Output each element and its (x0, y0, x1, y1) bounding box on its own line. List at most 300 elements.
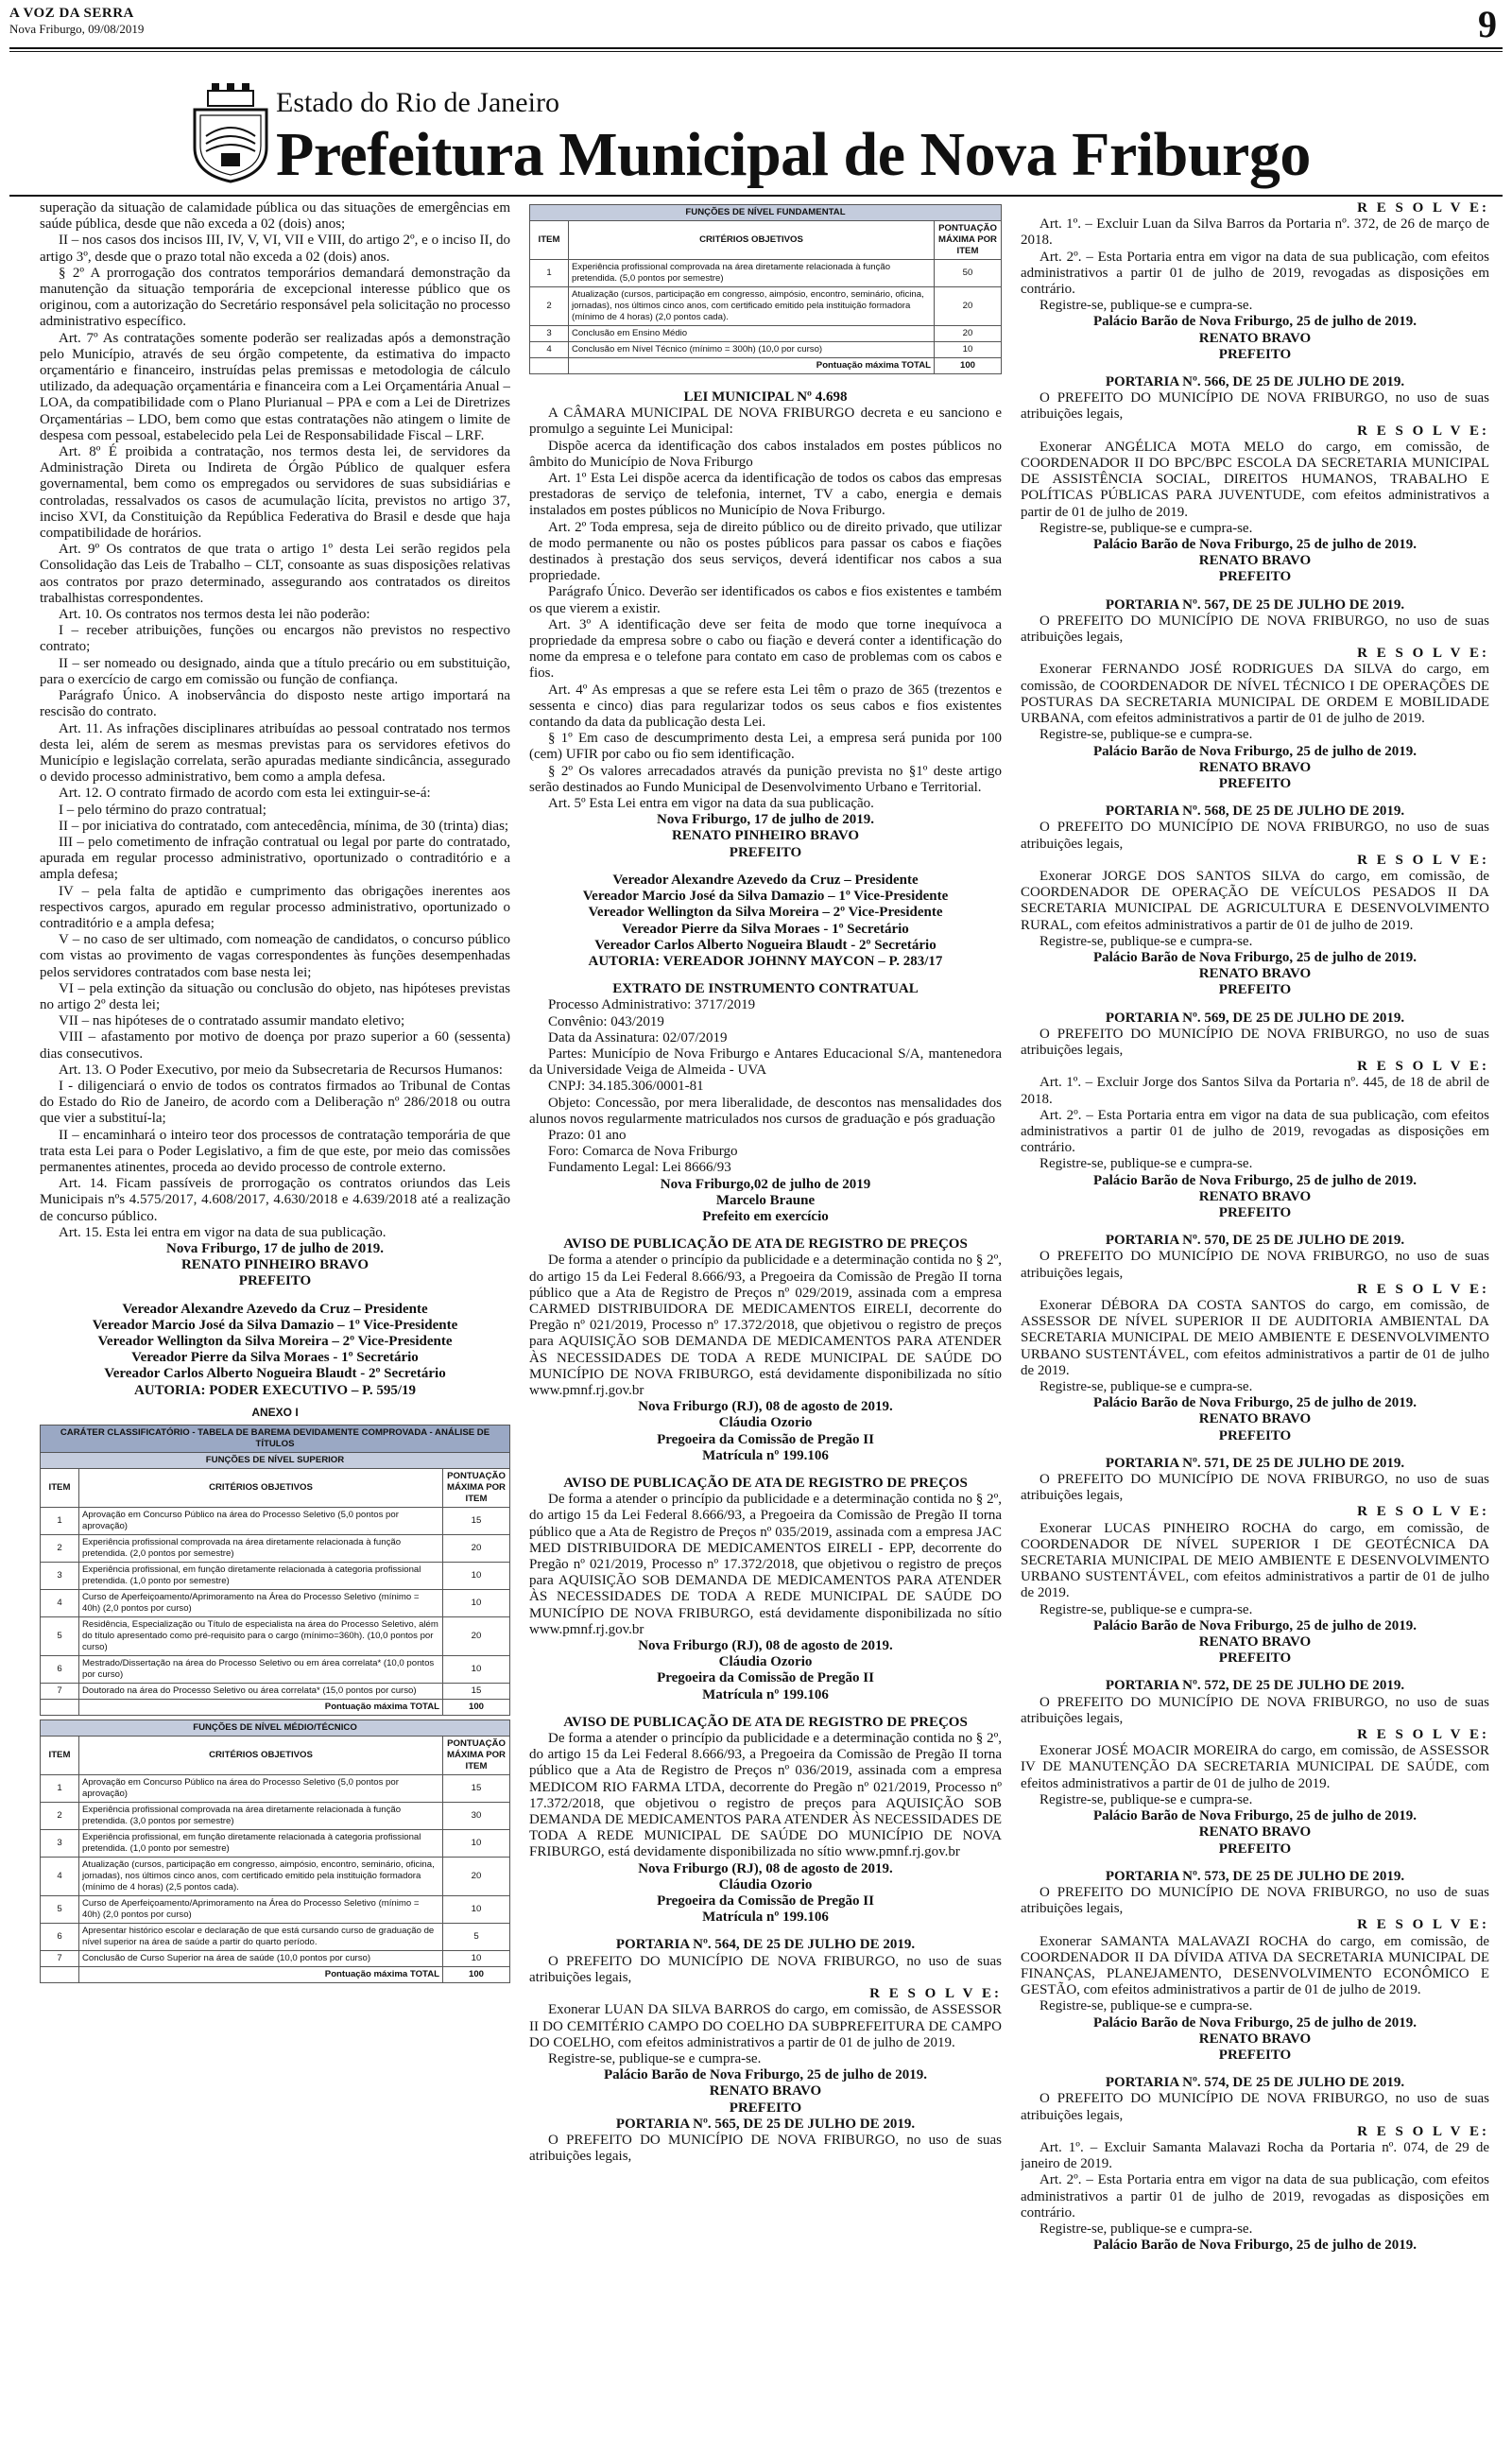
heading-line: PREFEITO (1218, 346, 1292, 362)
heading-line: AUTORIA: PODER EXECUTIVO – P. 595/19 (133, 1382, 417, 1398)
points-value: 20 (443, 1535, 510, 1563)
paragraph: VIII – afastamento por motivo de doença por prazo superior a 60 (sessenta) dias consecutivos. (40, 1029, 510, 1062)
paragraph: Parágrafo Único. Deverão ser identificados os cabos e fios existentes e também os que vierem a existir. (529, 584, 1002, 616)
newspaper-name: A VOZ DA SERRA (9, 6, 134, 21)
heading-line: PORTARIA Nº. 570, DE 25 DE JULHO DE 2019. (1105, 1233, 1405, 1249)
spacer (1021, 999, 1489, 1011)
paragraph: Convênio: 043/2019 (548, 1013, 664, 1029)
page-number: 9 (1478, 3, 1497, 45)
heading-line: Palácio Barão de Nova Friburgo, 25 de julho de 2019. (1092, 1172, 1418, 1188)
paragraph: Registre-se, publique-se e cumpra-se. (548, 2050, 762, 2066)
paragraph: CNPJ: 34.185.306/0001-81 (548, 1079, 704, 1095)
paragraph: Art. 1º. – Excluir Jorge dos Santos Silva da Portaria nº. 445, de 18 de abril de 2018. (1021, 1075, 1489, 1107)
criteria-text: Mestrado/Dissertação na área do Processo Seletivo ou em área correlata* (10,0 pontos por curso) (79, 1656, 443, 1684)
points-value: 10 (443, 1563, 510, 1590)
spacer (529, 1926, 1002, 1937)
paragraph: O PREFEITO DO MUNICÍPIO DE NOVA FRIBURGO, no uso de suas atribuições legais, (1021, 1884, 1489, 1917)
table-row (41, 1684, 510, 1700)
heading-line: Nova Friburgo (RJ), 08 de agosto de 2019. (638, 1860, 893, 1876)
heading-line: Vereador Wellington da Silva Moreira – 2º Vice-Presidente (588, 905, 943, 921)
paragraph: superação da situação de calamidade pública ou das situações de emergências em saúde pública, desde que não exceda a 02 (dois) anos; (40, 200, 510, 233)
paragraph: Art. 2º Toda empresa, seja de direito público ou de direito privado, que utilizar de modo permanente ou não os postes públicos para passar os cabos e fiações destinados à prestação dos seus serviços, deverá identificar nos cabos a sua propriedade. (529, 519, 1002, 584)
column-3-text (1021, 200, 1489, 2254)
paragraph: § 2º A prorrogação dos contratos temporários demandará demonstração da manutenção da situação temporária de excepcional interesse público que os originou, com a autorização do Secretário responsável pela solicitação no processo administrativo específico. (40, 265, 510, 330)
table-band: FUNÇÕES DE NÍVEL SUPERIOR (41, 1453, 510, 1469)
table-total-row (530, 358, 1002, 374)
paragraph: Foro: Comarca de Nova Friburgo (548, 1144, 738, 1160)
heading-line: Vereador Marcio José da Silva Damazio – 1º Vice-Presidente (92, 1317, 458, 1333)
paragraph: Registre-se, publique-se e cumpra-se. (1040, 298, 1253, 314)
table-caption: CARÁTER CLASSIFICATÓRIO - TABELA DE BAREMA DEVIDAMENTE COMPROVADA - ANÁLISE DE TÍTULOS (41, 1426, 510, 1453)
heading-line: Palácio Barão de Nova Friburgo, 25 de julho de 2019. (1092, 2014, 1418, 2031)
heading-line: PORTARIA Nº. 567, DE 25 DE JULHO DE 2019. (1105, 596, 1405, 613)
page-title: Prefeitura Municipal de Nova Friburgo (276, 120, 1311, 189)
paragraph: Exonerar JORGE DOS SANTOS SILVA do cargo, em comissão, de COORDENADOR DE OPERAÇÃO DE VEÍCULOS PESADOS II DA SECRETARIA MUNICIPAL DE AGRICULTURA E DESENVOLVIMENTO RURAL, com efeitos administrativos a partir de 01 de julho de 2019. (1021, 868, 1489, 933)
heading-line: Vereador Carlos Alberto Nogueira Blaudt - 2º Secretário (104, 1366, 446, 1382)
paragraph: Art. 11. As infrações disciplinares atribuídas ao pessoal contratado nos termos desta lei, além de serem as mesmas previstas para os servidores efetivos do Município e legislação correlata, serão apuradas mediante sindicância, assegurado o devido processo administrativo, bem como a ampla defesa. (40, 720, 510, 786)
heading-line: RENATO BRAVO (1198, 759, 1312, 775)
item-number: 2 (41, 1535, 79, 1563)
points-value: 10 (443, 1951, 510, 1967)
total-value: 100 (443, 1700, 510, 1716)
heading-line: Vereador Alexandre Azevedo da Cruz – Presidente (122, 1301, 428, 1317)
points-value: 15 (443, 1775, 510, 1803)
paragraph: IV – pela falta de aptidão e cumprimento das obrigações inerentes aos respectivos cargos, apurado em regular processo administrativo, oportunizado o contraditório e a ampla defesa; (40, 883, 510, 931)
paragraph: I – pelo término do prazo contratual; (59, 802, 266, 818)
criteria-text: Apresentar histórico escolar e declaração de que está cursando curso de graduação de nível superior na área de saúde a partir do quarto período. (79, 1924, 443, 1951)
criteria-text: Atualização (cursos, participação em congresso, aimpósio, encontro, seminário, oficina, jornadas), nos últimos cinco anos, com certificado emitido pela instituição formadora (mínimo de 4 horas) (2,0 pontos cada). (569, 287, 935, 326)
paragraph: II – por iniciativa do contratado, com antecedência, mínima, de 30 (trinta) dias; (59, 818, 509, 834)
points-value: 50 (935, 260, 1002, 287)
heading-line: PORTARIA Nº. 564, DE 25 DE JULHO DE 2019. (615, 1937, 916, 1953)
paragraph: Exonerar SAMANTA MALAVAZI ROCHA do cargo, em comissão, de COORDENADOR II DA DÍVIDA ATIVA DA SECRETARIA MUNICIPAL DE FINANÇAS, PLANEJAMENTO, DESENVOLVIMENTO ECONÔMICO E GESTÃO, com efeitos administrativos a partir de 01 de julho de 2019. (1021, 1933, 1489, 1998)
heading-line: Matrícula nº 199.106 (702, 1910, 829, 1926)
paragraph: O PREFEITO DO MUNICÍPIO DE NOVA FRIBURGO, no uso de suas atribuições legais, (1021, 1026, 1489, 1058)
column-1 (40, 200, 510, 2441)
resolve-line: R E S O L V E: (1357, 423, 1489, 439)
heading-line: Palácio Barão de Nova Friburgo, 25 de julho de 2019. (603, 2067, 928, 2083)
table-medio (40, 1720, 510, 1983)
paragraph: Art. 3º A identificação deve ser feita de modo que torne inequívoca a propriedade da empresa sobre o cabo ou fiação e deverá conter a identificação do nome da empresa e o telefone para contato em caso de problemas com os cabos e fios. (529, 616, 1002, 682)
table-row (41, 1590, 510, 1617)
resolve-line: R E S O L V E: (1357, 200, 1489, 216)
item-number: 2 (41, 1803, 79, 1830)
total-label: Pontuação máxima TOTAL (569, 358, 935, 374)
paragraph: O PREFEITO DO MUNICÍPIO DE NOVA FRIBURGO, no uso de suas atribuições legais, (1021, 613, 1489, 646)
heading-line: Marcelo Braune (715, 1192, 816, 1208)
heading-line: Nova Friburgo,02 de julho de 2019 (660, 1176, 871, 1192)
paragraph: Art. 15. Esta lei entra em vigor na data de sua publicação. (59, 1224, 387, 1240)
heading-line: Vereador Wellington da Silva Moreira – 2º Vice-Presidente (97, 1334, 453, 1350)
resolve-line: R E S O L V E: (1357, 2123, 1489, 2139)
paragraph: § 2º Os valores arrecadados através da punição prevista no §1º deste artigo serão destinados ao Fundo Municipal de Desenvolvimento Urbano e Territorial. (529, 763, 1002, 795)
points-value: 20 (935, 287, 1002, 326)
paragraph: Exonerar LUAN DA SILVA BARROS do cargo, em comissão, de ASSESSOR II DO CEMITÉRIO CAMPO DO COELHO DA SUBPREFEITURA DE CAMPO DO COELHO, com efeitos administrativos a partir de 01 de julho de 2019. (529, 2002, 1002, 2050)
heading-line: Cláudia Ozorio (718, 1415, 813, 1431)
table-row (41, 1563, 510, 1590)
criteria-text: Experiência profissional comprovada na área diretamente relacionada à função pretendida. (5,0 pontos por semestre) (569, 260, 935, 287)
points-value: 20 (443, 1617, 510, 1656)
paragraph: VI – pela extinção da situação ou conclusão do objeto, nas hipóteses previstas no artigo 2º desta lei; (40, 980, 510, 1012)
heading-line: PORTARIA Nº. 573, DE 25 DE JULHO DE 2019. (1105, 1868, 1405, 1884)
paragraph: O PREFEITO DO MUNICÍPIO DE NOVA FRIBURGO, no uso de suas atribuições legais, (1021, 1694, 1489, 1726)
heading-line: PORTARIA Nº. 574, DE 25 DE JULHO DE 2019. (1105, 2075, 1405, 2091)
item-number: 6 (41, 1924, 79, 1951)
table-row (41, 1803, 510, 1830)
spacer (1021, 363, 1489, 374)
item-number: 1 (530, 260, 569, 287)
header-criteria: CRITÉRIOS OBJETIVOS (79, 1737, 443, 1775)
paragraph: Art. 5º Esta Lei entra em vigor na data da sua publicação. (548, 796, 874, 812)
paragraph: Registre-se, publique-se e cumpra-se. (1040, 727, 1253, 743)
heading-line: LEI MUNICIPAL Nº 4.698 (683, 389, 848, 405)
paragraph: Prazo: 01 ano (548, 1127, 627, 1143)
heading-line: Palácio Barão de Nova Friburgo, 25 de julho de 2019. (1092, 314, 1418, 330)
paragraph: Art. 8º É proibida a contratação, nos termos desta lei, de servidores da Administração Direta ou Indireta de Órgão Público de qualquer esfera governamental, bem como os empregados ou servidores de suas subsidiárias e controladas, ressalvados os casos de acumulação lícita, previstos no artigo 37, inciso XVI, da Constituição da República Federativa do Brasil e desde que haja compatibilidade de horários. (40, 444, 510, 542)
spacer (1021, 1444, 1489, 1456)
heading-line: Palácio Barão de Nova Friburgo, 25 de julho de 2019. (1092, 2238, 1418, 2254)
item-number: 5 (41, 1896, 79, 1924)
header-points: PONTUAÇÃO MÁXIMA POR ITEM (443, 1737, 510, 1775)
criteria-text: Doutorado na área do Processo Seletivo ou área correlata* (15,0 pontos por curso) (79, 1684, 443, 1700)
points-value: 10 (443, 1656, 510, 1684)
header-item: ITEM (41, 1737, 79, 1775)
paragraph: Registre-se, publique-se e cumpra-se. (1040, 1998, 1253, 2014)
heading-line: PREFEITO (1218, 982, 1292, 998)
resolve-line: R E S O L V E: (1357, 1059, 1489, 1075)
heading-line: Vereador Pierre da Silva Moraes - 1º Secretário (622, 921, 909, 937)
paragraph: Registre-se, publique-se e cumpra-se. (1040, 1156, 1253, 1172)
resolve-line: R E S O L V E: (1357, 852, 1489, 868)
paragraph: Art. 9º Os contratos de que trata o artigo 1º desta Lei serão regidos pela Consolidação das Leis de Trabalho – CLT, consoante as suas disposições relativas aos contratos por prazo determinado, assegurando aos contratados os direitos trabalhistas correspondentes. (40, 542, 510, 606)
spacer (1021, 1221, 1489, 1233)
heading-line: RENATO BRAVO (1198, 1188, 1312, 1204)
points-value: 15 (443, 1684, 510, 1700)
table-row (41, 1830, 510, 1858)
paragraph: O PREFEITO DO MUNICÍPIO DE NOVA FRIBURGO, no uso de suas atribuições legais, (1021, 1249, 1489, 1281)
paragraph: De forma a atender o princípio da publicidade e a determinação contida no § 2º, do artigo 15 da Lei Federal 8.666/93, a Pregoeira da Comissão de Pregão II torna público que a Ata de Registro de Preços nº 035/2019, assinada com a empresa JAC MED DISTRIBUIDORA DE MEDICAMENTOS EIRELI - EPP, decorrente do Pregão nº 021/2019, Processo nº 17.372/2018, que objetivou o registro de preços para AQUISIÇÃO SOB DEMANDA DE MEDICAMENTOS PARA ATENDER ÀS NECESSIDADES DE TODA A REDE MUNICIPAL DE SAÚDE DO MUNICÍPIO DE NOVA FRIBURGO, está devidamente disponibilizada no sítio www.pmnf.rj.gov.br (529, 1492, 1002, 1637)
heading-line: AVISO DE PUBLICAÇÃO DE ATA DE REGISTRO DE PREÇOS (563, 1476, 968, 1491)
item-number: 3 (41, 1563, 79, 1590)
total-label: Pontuação máxima TOTAL (79, 1967, 443, 1983)
heading-line: RENATO BRAVO (1198, 330, 1312, 346)
header-criteria: CRITÉRIOS OBJETIVOS (569, 221, 935, 260)
item-number: 3 (41, 1830, 79, 1858)
total-value: 100 (443, 1967, 510, 1983)
paragraph: Art. 1º Esta Lei dispõe acerca da identificação de todos os cabos das empresas prestadoras de serviço de telefonia, internet, TV a cabo, energia e demais instalados em postes públicos no Município de Nova Friburgo. (529, 471, 1002, 519)
paragraph: De forma a atender o princípio da publicidade e a determinação contida no § 2º, do artigo 15 da Lei Federal 8.666/93, a Pregoeira da Comissão de Pregão II torna público que a Ata de Registro de Preços nº 036/2019, assinada com a empresa MEDICOM RIO FARMA LTDA, decorrente do Pregão nº 021/2019, Processo nº 17.372/2018, que objetivou o registro de preços para AQUISIÇÃO SOB DEMANDA DE MEDICAMENTOS PARA ATENDER ÀS NECESSIDADES DE TODA A REDE MUNICIPAL DE SAÚDE DO MUNICÍPIO DE NOVA FRIBURGO, está devidamente disponibilizada no sítio www.pmnf.rj.gov.br (529, 1731, 1002, 1860)
paragraph: O PREFEITO DO MUNICÍPIO DE NOVA FRIBURGO, no uso de suas atribuições legais, (529, 2132, 1002, 2165)
heading-line: Vereador Pierre da Silva Moraes - 1º Secretário (131, 1350, 419, 1366)
points-value: 10 (443, 1830, 510, 1858)
header-rule (9, 195, 1503, 197)
resolve-line: R E S O L V E: (1357, 1281, 1489, 1297)
top-rule-thin (9, 51, 1503, 52)
heading-line: RENATO BRAVO (1198, 2031, 1312, 2047)
heading-line: Palácio Barão de Nova Friburgo, 25 de julho de 2019. (1092, 949, 1418, 965)
top-rule (9, 47, 1503, 49)
table-row (41, 1896, 510, 1924)
heading-line: Pregoeira da Comissão de Pregão II (657, 1893, 874, 1910)
item-number: 3 (530, 326, 569, 342)
paragraph: Exonerar JOSÉ MOACIR MOREIRA do cargo, em comissão, de ASSESSOR IV DE MANUTENÇÃO DA SECRETARIA MUNICIPAL DE SAÚDE, com efeitos administrativos a partir de 01 de julho de 2019. (1021, 1743, 1489, 1791)
item-number: 4 (41, 1858, 79, 1896)
criteria-text: Experiência profissional, em função diretamente relacionada à categoria profissional pretendida. (1,0 ponto por semestre) (79, 1563, 443, 1590)
empty-cell (41, 1967, 79, 1983)
resolve-line: R E S O L V E: (1357, 646, 1489, 662)
heading-line: Nova Friburgo, 17 de julho de 2019. (656, 812, 874, 828)
spacer (1021, 586, 1489, 597)
paragraph: Registre-se, publique-se e cumpra-se. (1040, 1379, 1253, 1395)
heading-line: PORTARIA Nº. 571, DE 25 DE JULHO DE 2019. (1105, 1455, 1405, 1471)
points-value: 15 (443, 1508, 510, 1535)
paragraph: Art. 1º. – Excluir Samanta Malavazi Rocha da Portaria nº. 074, de 29 de janeiro de 2019. (1021, 2139, 1489, 2172)
table-row (530, 326, 1002, 342)
paragraph: Art. 2º. – Esta Portaria entra em vigor na data de sua publicação, com efeitos administrativos a partir 01 de julho de 2019, revogadas as disposições em contrário. (1021, 2172, 1489, 2221)
table-band: FUNÇÕES DE NÍVEL MÉDIO/TÉCNICO (41, 1720, 510, 1737)
item-number: 1 (41, 1775, 79, 1803)
paragraph: Registre-se, publique-se e cumpra-se. (1040, 1601, 1253, 1617)
paragraph: Registre-se, publique-se e cumpra-se. (1040, 520, 1253, 536)
paragraph: Objeto: Concessão, por mera liberalidade, de descontos nas mensalidades dos alunos novos regularmente matriculados nos cursos de graduação e pós graduação (529, 1095, 1002, 1127)
table-row (41, 1951, 510, 1967)
table-row (41, 1535, 510, 1563)
total-value: 100 (935, 358, 1002, 374)
paragraph: A CÂMARA MUNICIPAL DE NOVA FRIBURGO decreta e eu sanciono e promulgo a seguinte Lei Municipal: (529, 406, 1002, 438)
criteria-text: Experiência profissional comprovada na área diretamente relacionada à função pretendida. (3,0 pontos por semestre) (79, 1803, 443, 1830)
heading-line: PORTARIA Nº. 572, DE 25 DE JULHO DE 2019. (1105, 1678, 1405, 1694)
item-number: 7 (41, 1684, 79, 1700)
item-number: 1 (41, 1508, 79, 1535)
spacer (529, 1703, 1002, 1715)
spacer (529, 970, 1002, 981)
points-value: 10 (443, 1590, 510, 1617)
paragraph: O PREFEITO DO MUNICÍPIO DE NOVA FRIBURGO, no uso de suas atribuições legais, (529, 1953, 1002, 1985)
paragraph: Art. 4º As empresas a que se refere esta Lei têm o prazo de 365 (trezentos e sessenta e cinco) dias para regularizar todos os seus cabos e fios existentes contando da data da publicação desta Lei. (529, 682, 1002, 731)
heading-line: Pregoeira da Comissão de Pregão II (657, 1670, 874, 1686)
paragraph: Processo Administrativo: 3717/2019 (548, 997, 756, 1013)
spacer (1021, 1667, 1489, 1678)
paragraph: Exonerar LUCAS PINHEIRO ROCHA do cargo, em comissão, de COORDENADOR DE NÍVEL SUPERIOR I DE GEOTÉCNICA DA SECRETARIA MUNICIPAL DE MEIO AMBIENTE E DESENVOLVIMENTO URBANO SUSTENTÁVEL, com efeitos administrativos a partir de 01 de julho de 2019. (1021, 1520, 1489, 1601)
paragraph: Parágrafo Único. A inobservância do disposto neste artigo importará na rescisão do contrato. (40, 688, 510, 720)
heading-line: AVISO DE PUBLICAÇÃO DE ATA DE REGISTRO DE PREÇOS (563, 1236, 968, 1253)
paragraph: O PREFEITO DO MUNICÍPIO DE NOVA FRIBURGO, no uso de suas atribuições legais, (1021, 1472, 1489, 1504)
paragraph: II – encaminhará o inteiro teor dos processos de contratação temporária de que trata esta Lei para o Poder Legislativo, a fim de que este, por meio das comissões permanentes atinentes, proceda ao devido processo de controle externo. (40, 1127, 510, 1175)
paragraph: Art. 10. Os contratos nos termos desta lei não poderão: (59, 607, 370, 623)
criteria-text: Experiência profissional comprovada na área diretamente relacionada à função pretendida. (2,0 pontos por semestre) (79, 1535, 443, 1563)
paragraph: Art. 2º. – Esta Portaria entra em vigor na data de sua publicação, com efeitos administrativos a partir 01 de julho de 2019, revogadas as disposições em contrário. (1021, 249, 1489, 298)
paragraph: Art. 12. O contrato firmado de acordo com esta lei extinguir-se-á: (59, 786, 431, 802)
header-criteria: CRITÉRIOS OBJETIVOS (79, 1469, 443, 1508)
table-total-row (41, 1967, 510, 1983)
heading-line: RENATO BRAVO (709, 2083, 822, 2100)
spacer (40, 1290, 510, 1302)
criteria-text: Curso de Aperfeiçoamento/Aprimoramento na Área do Processo Seletivo (mínimo = 40h) (2,0 pontos por curso) (79, 1590, 443, 1617)
paragraph: Registre-se, publique-se e cumpra-se. (1040, 2221, 1253, 2237)
criteria-text: Experiência profissional, em função diretamente relacionada à categoria profissional pretendida. (1,0 ponto por semestre) (79, 1830, 443, 1858)
table-row (530, 260, 1002, 287)
points-value: 20 (935, 326, 1002, 342)
spacer (529, 378, 1002, 389)
header-points: PONTUAÇÃO MÁXIMA POR ITEM (935, 221, 1002, 260)
paragraph: Art. 14. Ficam passíveis de prorrogação os contratos oriundos das Leis Municipais nºs 4.575/2017, 4.608/2017, 4.630/2018 e 4.639/2018 até a realização de concurso público. (40, 1176, 510, 1224)
spacer (529, 861, 1002, 873)
spacer (529, 1225, 1002, 1236)
heading-line: Palácio Barão de Nova Friburgo, 25 de julho de 2019. (1092, 1395, 1418, 1411)
paragraph: I – receber atribuições, funções ou encargos não previstos no respectivo contrato; (40, 623, 510, 655)
table-superior (40, 1425, 510, 1716)
table-row (41, 1775, 510, 1803)
points-value: 5 (443, 1924, 510, 1951)
heading-line: Nova Friburgo, 17 de julho de 2019. (165, 1241, 384, 1256)
heading-line: PORTARIA Nº. 569, DE 25 DE JULHO DE 2019. (1105, 1010, 1405, 1026)
paragraph: Art. 7º As contratações somente poderão ser realizadas após a demonstração pelo Município, através de seu órgão competente, da estimativa do impacto orçamentário e financeiro, instruídas pelas premissas e metodologia de cálculo utilizado, da adequação orçamentária e financeira com a Lei Orçamentária Anual – LOA, da compatibilidade com o Plano Plurianual – PPA e com a Lei de Diretrizes Orçamentárias – LDO, bem como que estas contratações não atingem o limite de despesa com pessoal, estabelecido pela Lei de Responsabilidade Fiscal – LRF. (40, 330, 510, 443)
spacer (1021, 1858, 1489, 1869)
column-2 (529, 200, 1002, 2441)
heading-line: PREFEITO (1218, 1427, 1292, 1443)
heading-line: Cláudia Ozorio (718, 1876, 813, 1892)
heading-line: Palácio Barão de Nova Friburgo, 25 de julho de 2019. (1092, 1808, 1418, 1824)
column-1-text (40, 200, 510, 1399)
coat-of-arms-icon (187, 81, 274, 185)
resolve-line: R E S O L V E: (869, 1986, 1002, 2002)
paragraph: V – no caso de ser ultimado, com nomeação de candidatos, o concurso público com vistas ao provimento de vagas correspondentes às funções desempenhadas pelos servidores contratados com base nesta lei; (40, 932, 510, 980)
table-row (41, 1508, 510, 1535)
heading-line: PREFEITO (238, 1273, 312, 1289)
empty-cell (41, 1700, 79, 1716)
heading-line: PREFEITO (1218, 775, 1292, 791)
state-name: Estado do Rio de Janeiro (276, 87, 559, 118)
points-value: 30 (443, 1803, 510, 1830)
heading-line: PREFEITO (729, 844, 802, 860)
heading-line: RENATO BRAVO (1198, 1634, 1312, 1650)
column-2-text (529, 389, 1002, 2165)
paragraph: O PREFEITO DO MUNICÍPIO DE NOVA FRIBURGO, no uso de suas atribuições legais, (1021, 2091, 1489, 2123)
heading-line: Pregoeira da Comissão de Pregão II (657, 1431, 874, 1447)
column-3 (1021, 200, 1489, 2441)
masthead-bar (9, 3, 1503, 45)
table-row (41, 1656, 510, 1684)
total-label: Pontuação máxima TOTAL (79, 1700, 443, 1716)
resolve-line: R E S O L V E: (1357, 1917, 1489, 1933)
criteria-text: Atualização (cursos, participação em congresso, aimpósio, encontro, seminário, oficina, jornadas), nos últimos cinco anos, com certificado emitido pela instituição formadora (mínimo de 4 horas) (2,5 pontos cada). (79, 1858, 443, 1896)
heading-line: Vereador Marcio José da Silva Damazio – 1º Vice-Presidente (582, 889, 949, 905)
table-row (41, 1617, 510, 1656)
criteria-text: Residência, Especialização ou Título de especialista na área do Processo Seletivo, além do título apresentado como pré-requisito para o cargo (mínimo=360h). (10,0 pontos por curso) (79, 1617, 443, 1656)
table-row (41, 1858, 510, 1896)
paragraph: Art. 2º. – Esta Portaria entra em vigor na data de sua publicação, com efeitos administrativos a partir 01 de julho de 2019, revogadas as disposições em contrário. (1021, 1107, 1489, 1156)
empty-cell (530, 358, 569, 374)
heading-line: PREFEITO (1218, 1650, 1292, 1667)
table-row (530, 287, 1002, 326)
table-row (530, 342, 1002, 358)
criteria-text: Curso de Aperfeiçoamento/Aprimoramento na Área do Processo Seletivo (mínimo = 40h) (2,0 pontos por curso) (79, 1896, 443, 1924)
criteria-text: Aprovação em Concurso Público na área do Processo Seletivo (5,0 pontos por aprovação) (79, 1508, 443, 1535)
item-number: 5 (41, 1617, 79, 1656)
heading-line: Vereador Alexandre Azevedo da Cruz – Presidente (612, 872, 919, 888)
criteria-text: Conclusão em Ensino Médio (569, 326, 935, 342)
paragraph: Registre-se, publique-se e cumpra-se. (1040, 933, 1253, 949)
paragraph: Art. 13. O Poder Executivo, por meio da Subsecretaria de Recursos Humanos: (59, 1062, 503, 1078)
paragraph: De forma a atender o princípio da publicidade e a determinação contida no § 2º, do artigo 15 da Lei Federal 8.666/93, a Pregoeira da Comissão de Pregão II torna público que a Ata de Registro de Preços nº 029/2019, assinada com a empresa CARMED DISTRIBUIDORA DE MEDICAMENTOS EIRELI, decorrente do Pregão nº 021/2019, Processo nº 17.372/2018, que objetivou o registro de preços para AQUISIÇÃO SOB DEMANDA DE MEDICAMENTOS PARA ATENDER ÀS NECESSIDADES DE TODA A REDE MUNICIPAL DE SAÚDE DO MUNICÍPIO DE NOVA FRIBURGO, está devidamente disponibilizada no sítio www.pmnf.rj.gov.br (529, 1253, 1002, 1398)
heading-line: Palácio Barão de Nova Friburgo, 25 de julho de 2019. (1092, 743, 1418, 759)
points-value: 10 (935, 342, 1002, 358)
paragraph: Art. 1º. – Excluir Luan da Silva Barros da Portaria nº. 372, de 26 de março de 2018. (1021, 216, 1489, 249)
item-number: 4 (41, 1590, 79, 1617)
heading-line: PREFEITO (1218, 2047, 1292, 2063)
spacer (529, 1464, 1002, 1476)
heading-line: PREFEITO (1218, 569, 1292, 585)
paragraph: Exonerar DÉBORA DA COSTA SANTOS do cargo, em comissão, de ASSESSOR DE NÍVEL SUPERIOR II DE AUDITORIA AMBIENTAL DA SECRETARIA MUNICIPAL DE MEIO AMBIENTE E DESENVOLVIMENTO URBANO SUSTENTÁVEL, com efeitos administrativos a partir de 01 de julho de 2019. (1021, 1298, 1489, 1378)
heading-line: PREFEITO (729, 2100, 802, 2116)
table-band: FUNÇÕES DE NÍVEL FUNDAMENTAL (530, 205, 1002, 221)
item-number: 2 (530, 287, 569, 326)
paragraph: Dispõe acerca da identificação dos cabos instalados em postes públicos no âmbito do Município de Nova Friburgo (529, 438, 1002, 470)
heading-line: AVISO DE PUBLICAÇÃO DE ATA DE REGISTRO DE PREÇOS (563, 1714, 968, 1730)
heading-line: RENATO BRAVO (1198, 1824, 1312, 1840)
header-points: PONTUAÇÃO MÁXIMA POR ITEM (443, 1469, 510, 1508)
criteria-text: Conclusão em Nível Técnico (mínimo = 300h) (10,0 por curso) (569, 342, 935, 358)
paragraph: O PREFEITO DO MUNICÍPIO DE NOVA FRIBURGO, no uso de suas atribuições legais, (1021, 390, 1489, 423)
heading-line: RENATO BRAVO (1198, 553, 1312, 569)
heading-line: PREFEITO (1218, 1840, 1292, 1857)
heading-line: RENATO PINHEIRO BRAVO (671, 828, 860, 844)
item-number: 4 (530, 342, 569, 358)
resolve-line: R E S O L V E: (1357, 1727, 1489, 1743)
paragraph: Partes: Município de Nova Friburgo e Antares Educacional S/A, mantenedora da Universidade Veiga de Almeida - UVA (529, 1046, 1002, 1079)
heading-line: Prefeito em exercício (702, 1208, 829, 1224)
heading-line: RENATO BRAVO (1198, 966, 1312, 982)
heading-line: Nova Friburgo (RJ), 08 de agosto de 2019. (638, 1399, 893, 1415)
paragraph: Exonerar FERNANDO JOSÉ RODRIGUES DA SILVA do cargo, em comissão, de COORDENADOR DE NÍVEL TÉCNICO I DE OPERAÇÕES DE POSTURAS DA SECRETARIA MUNICIPAL DE ORDEM E MOBILIDADE URBANA, com efeitos administrativos a partir de 01 de julho de 2019. (1021, 662, 1489, 727)
item-number: 6 (41, 1656, 79, 1684)
heading-line: RENATO BRAVO (1198, 1411, 1312, 1427)
points-value: 20 (443, 1858, 510, 1896)
table-row (41, 1924, 510, 1951)
dateline: Nova Friburgo, 09/08/2019 (9, 22, 145, 36)
criteria-text: Aprovação em Concurso Público na área do Processo Seletivo (5,0 pontos por aprovação) (79, 1775, 443, 1803)
spacer (1021, 792, 1489, 804)
heading-line: RENATO PINHEIRO BRAVO (180, 1257, 369, 1273)
heading-line: Palácio Barão de Nova Friburgo, 25 de julho de 2019. (1092, 537, 1418, 553)
heading-line: PREFEITO (1218, 1204, 1292, 1220)
points-value: 10 (443, 1896, 510, 1924)
paragraph: II – nos casos dos incisos III, IV, V, VI, VII e VIII, do artigo 2º, e o inciso II, do artigo 3º, desde que o prazo total não exceda a 02 (dois) anos. (40, 233, 510, 265)
heading-line: PORTARIA Nº. 565, DE 25 DE JULHO DE 2019. (615, 2116, 916, 2132)
criteria-text: Conclusão de Curso Superior na área de saúde (10,0 pontos por curso) (79, 1951, 443, 1967)
spacer (1021, 2064, 1489, 2075)
annex-title: ANEXO I (251, 1405, 299, 1419)
paragraph: II – ser nomeado ou designado, ainda que a título precário ou em substituição, para o exercício de cargo em comissão ou função de confiança. (40, 655, 510, 687)
table-fundamental (529, 204, 1002, 374)
header-item: ITEM (41, 1469, 79, 1508)
heading-line: PORTARIA Nº. 566, DE 25 DE JULHO DE 2019. (1105, 374, 1405, 390)
resolve-line: R E S O L V E: (1357, 1504, 1489, 1520)
heading-line: Palácio Barão de Nova Friburgo, 25 de julho de 2019. (1092, 1617, 1418, 1633)
paragraph: Data da Assinatura: 02/07/2019 (548, 1029, 728, 1046)
heading-line: EXTRATO DE INSTRUMENTO CONTRATUAL (612, 981, 919, 997)
paragraph: Registre-se, publique-se e cumpra-se. (1040, 1791, 1253, 1807)
heading-line: AUTORIA: VEREADOR JOHNNY MAYCON – P. 283/17 (588, 953, 943, 969)
heading-line: Cláudia Ozorio (718, 1654, 813, 1670)
paragraph: III – pelo cometimento de infração contratual ou legal por parte do contratado, apurada em regular processo administrativo, oportunizado o contraditório e a ampla defesa; (40, 834, 510, 883)
header-item: ITEM (530, 221, 569, 260)
item-number: 7 (41, 1951, 79, 1967)
table-total-row (41, 1700, 510, 1716)
paragraph: Exonerar ANGÉLICA MOTA MELO do cargo, em comissão, de COORDENADOR II DO BPC/BPC ESCOLA DA SECRETARIA MUNICIPAL DE ASSISTÊNCIA SOCIAL, DIREITOS HUMANOS, TRABALHO E POLÍTICAS PÚBLICAS PARA JUVENTUDE, com efeitos administrativos a partir de 01 de julho de 2019. (1021, 439, 1489, 520)
paragraph: O PREFEITO DO MUNICÍPIO DE NOVA FRIBURGO, no uso de suas atribuições legais, (1021, 820, 1489, 852)
paragraph: I - diligenciará o envio de todos os contratos firmados ao Tribunal de Contas do Estado do Rio de Janeiro, de acordo com a Deliberação nº 286/2018 ou outra que vier a substituí-la; (40, 1078, 510, 1127)
